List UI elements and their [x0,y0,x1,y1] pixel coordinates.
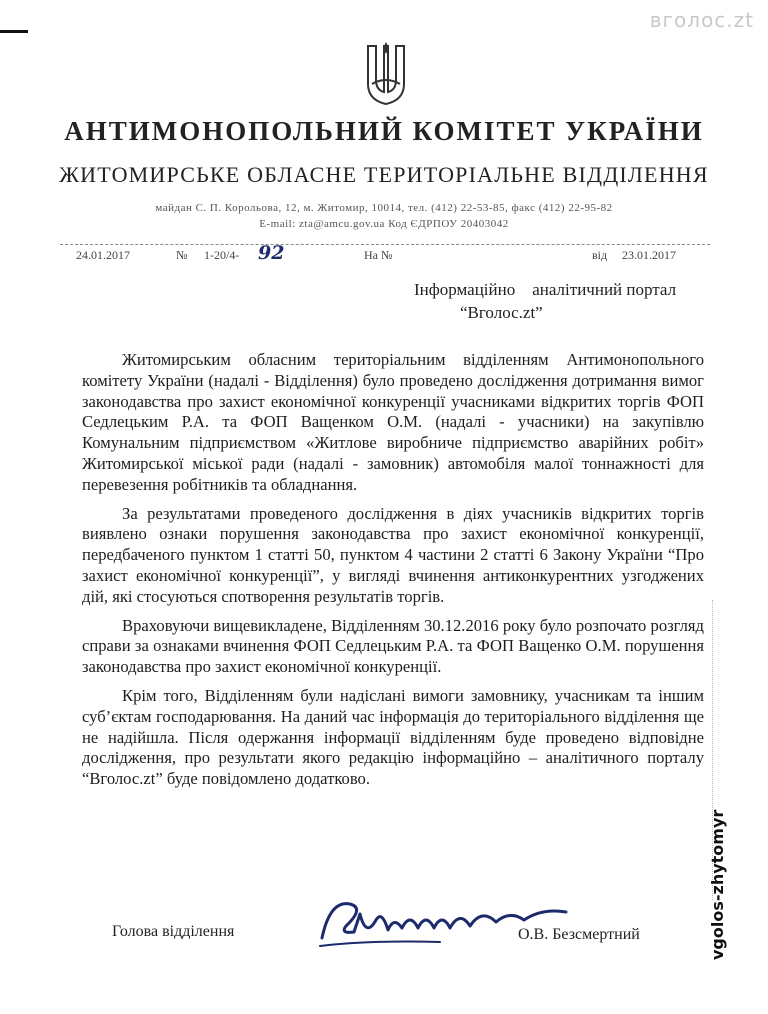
recipient-block [414,278,676,324]
handwritten-number: 92 [258,242,285,264]
site-watermark: вголос.zt [649,8,754,32]
paragraph: Крім того, Відділенням були надіслані вимоги замовнику, учасникам та іншим суб’єктам господарювання. На даний час інформація до територіального відділення ще не надійшла. Після одержання інформації відділенням буде проведено відповідне дослідження, про результати якого редакцію інформаційно – аналітичного порталу “Вголос.zt” буде повідомлено додатково. [82,685,704,789]
recipient-name: “Вголос.zt” [460,303,543,322]
coat-of-arms-icon [364,40,408,110]
paragraph: Житомирським обласним територіальним відділенням Антимонопольного комітету України (надалі - Відділення) було проведено дослідження дотримання вимог законодавства про захист економічної конкуренції учасниками відкритих торгів ФОП Седлецьким Р.А. та ФОП Ващенком О.М. (надалі - учасники) на закупівлю Комунальним підприємством «Житлове виробниче підприємство аварійних робіт» Житомирської міської ради (надалі - замовник) автомобіля малої тоннажності для перевезення робітників та обладнання. [82,350,704,494]
handwritten-signature [310,880,580,960]
contact-line: E-mail: zta@amcu.gov.ua Код ЄДРПОУ 20403042 [259,218,509,230]
signatory-name: О.В. Безсмертний [518,926,640,943]
outgoing-date: 24.01.2017 [76,248,130,262]
organization-name: АНТИМОНОПОЛЬНИЙ КОМІТЕТ УКРАЇНИ [64,116,704,146]
address-line: майдан С. П. Корольова, 12, м. Житомир, 10014, тел. (412) 22-53-85, факс (412) 22-95-82 [155,202,613,214]
paragraph: За результатами проведеного дослідження в діях учасників відкритих торгів виявлено ознаки порушення законодавства про захист економічної конкуренції, передбаченого пунктом 1 статті 50, пунктом 4 частини 2 статті 6 Закону України “Про захист економічної конкуренції”, у вигляді вчинення антиконкурентних узгоджених дій, які стосуються спотворення результатів торгів. [82,503,704,606]
reference-date: 23.01.2017 [622,248,676,262]
scan-artifact [0,30,28,33]
paragraph: Враховуючи вищевикладене, Відділенням 30.12.2016 року було розпочато розгляд справи за ознаками вчинення ФОП Седлецьким Р.А. та ФОП Ващенко О.М. порушення законодавства про захист економічної конкуренції. [82,615,704,677]
number-label: № [176,248,188,262]
letter-body [82,350,704,790]
header-divider [60,244,710,245]
recipient-line: Інформаційно аналітичний портал [414,280,677,299]
reference-label: На № [364,248,393,262]
outgoing-number: 1-20/4- [204,248,240,262]
signatory-title: Голова відділення [112,923,235,940]
organization-subdivision: ЖИТОМИРСЬКЕ ОБЛАСНЕ ТЕРИТОРІАЛЬНЕ ВІДДІЛЕННЯ [59,162,709,187]
side-label: vgolos-zhytomyr [708,809,727,960]
from-label: від [592,248,608,262]
